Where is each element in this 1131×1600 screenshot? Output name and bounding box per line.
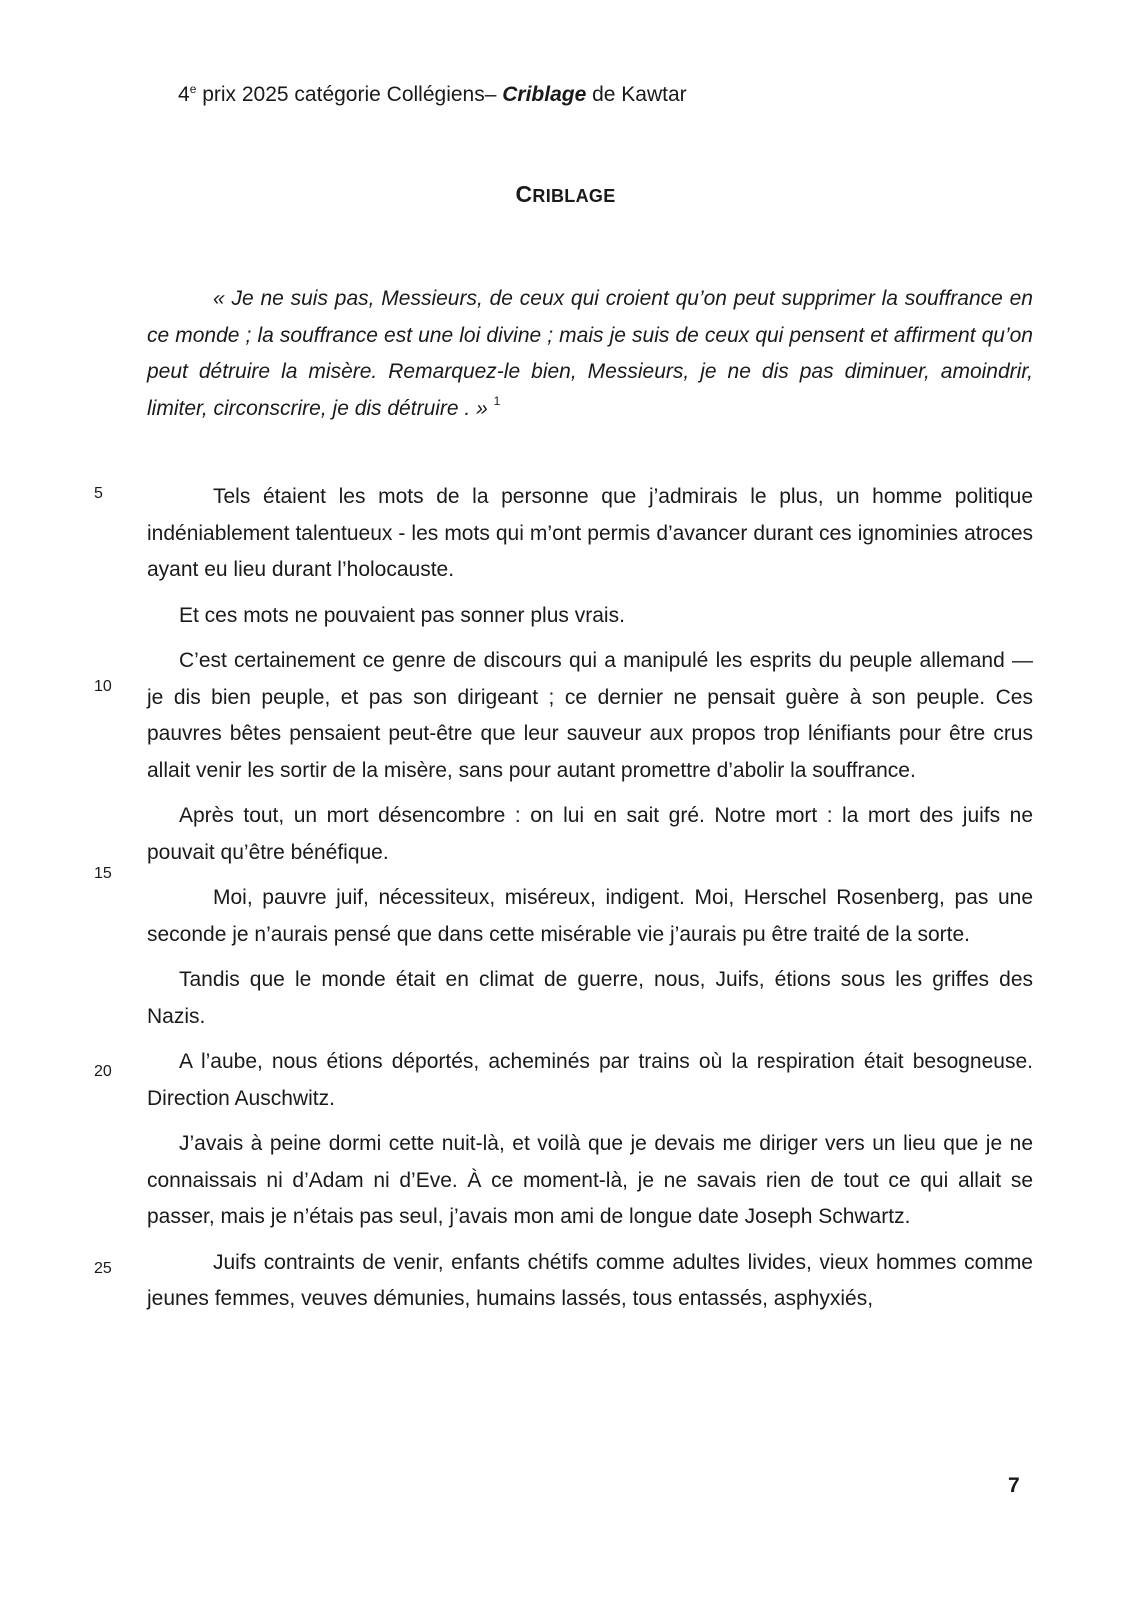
- author-text: de Kawtar: [586, 83, 687, 106]
- paragraph: Tels étaient les mots de la personne que j’admirais le plus, un homme politique indéniablement talentueux - les mots qui m’ont permis d’avancer durant ces ignominies atroces ayant eu lieu durant l’holocauste.: [147, 485, 1033, 581]
- prize-text: prix 2025 catégorie Collégiens–: [196, 83, 503, 106]
- epigraph: [147, 281, 1033, 427]
- title-first-letter: C: [515, 181, 533, 207]
- paragraph: Tandis que le monde était en climat de guerre, nous, Juifs, étions sous les griffes des Nazis.: [147, 968, 1033, 1028]
- prize-number: 4: [178, 83, 190, 106]
- line-number: 5: [94, 485, 103, 502]
- page-number: 7: [1008, 1474, 1020, 1497]
- line-number: 25: [94, 1260, 112, 1277]
- work-title: Criblage: [502, 83, 587, 106]
- line-number: 20: [94, 1063, 112, 1080]
- paragraph: A l’aube, nous étions déportés, acheminés par trains où la respiration était besogneuse. Direction Auschwitz.: [147, 1050, 1033, 1110]
- paragraph: C’est certainement ce genre de discours qui a manipulé les esprits du peuple allemand — je dis bien peuple, et pas son dirigeant ; ce dernier ne pensait guère à son peuple. Ces pauvres bêtes pensaient peut-être que leur sauveur aux propos trop lénifiants pour être crus allait venir les sortir de la misère, sans pour autant promettre d’abolir la souffrance.: [147, 649, 1033, 782]
- paragraph: J’avais à peine dormi cette nuit-là, et voilà que je devais me diriger vers un lieu que je ne connaissais ni d’Adam ni d’Eve. À ce moment-là, je ne savais rien de tout ce qui allait se passer, mais je n’étais pas seul, j’avais mon ami de longue date Joseph Schwartz.: [147, 1132, 1033, 1228]
- footnote-ref: 1: [493, 393, 501, 408]
- title-rest: RIBLAGE: [532, 186, 616, 206]
- page-header: [178, 80, 687, 110]
- paragraph: Moi, pauvre juif, nécessiteux, miséreux, indigent. Moi, Herschel Rosenberg, pas une seconde je n’aurais pensé que dans cette misérable vie j’aurais pu être traité de la sorte.: [147, 886, 1033, 946]
- prize-suffix: e: [189, 82, 197, 96]
- line-number: 15: [94, 865, 112, 882]
- document-title: [0, 181, 1131, 208]
- line-number: 10: [94, 678, 112, 695]
- paragraph: Après tout, un mort désencombre : on lui en sait gré. Notre mort : la mort des juifs ne pouvait qu’être bénéfique.: [147, 804, 1033, 864]
- paragraph: Et ces mots ne pouvaient pas sonner plus vrais.: [179, 603, 625, 627]
- paragraph: Juifs contraints de venir, enfants chétifs comme adultes livides, vieux hommes comme jeunes femmes, veuves démunies, humains lassés, tous entassés, asphyxiés,: [147, 1250, 1033, 1310]
- epigraph-text: « Je ne suis pas, Messieurs, de ceux qui croient qu’on peut supprimer la souffrance en ce monde ; la souffrance est une loi divine ; mais je suis de ceux qui pensent et affirment qu’on peut détruire la misère. Remarquez-le bien, Messieurs, je ne dis pas diminuer, amoindrir, limiter, circonscrire, je dis détruire . »: [147, 287, 1033, 420]
- main-text: [147, 479, 1033, 1327]
